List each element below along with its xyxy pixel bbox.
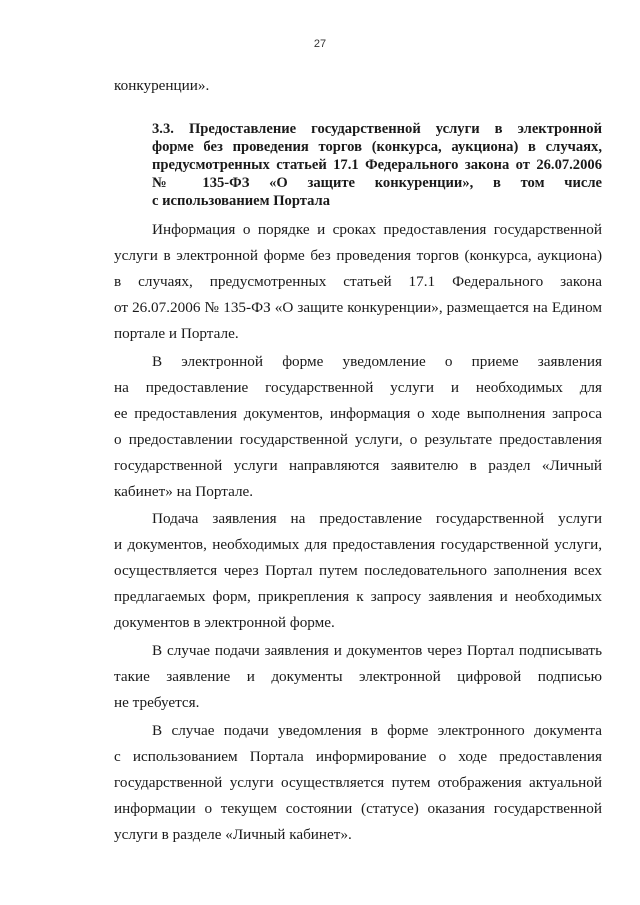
section-heading-line: № 135-ФЗ «О защите конкуренции», в том числе bbox=[152, 175, 602, 191]
paragraph-line: В электронной форме уведомление о приеме заявления bbox=[152, 353, 602, 370]
paragraph-line: на предоставление государственной услуги и необходимых для bbox=[114, 379, 602, 396]
section-heading-line: форме без проведения торгов (конкурса, аукциона) в случаях, bbox=[152, 139, 602, 155]
paragraph-line: от 26.07.2006 № 135-ФЗ «О защите конкуренции», размещается на Едином bbox=[114, 299, 602, 316]
paragraph-line: не требуется. bbox=[114, 694, 200, 711]
section-number: 3.3. bbox=[152, 121, 174, 137]
paragraph-line: предлагаемых форм, прикрепления к запросу заявления и необходимых bbox=[114, 588, 602, 605]
paragraph-line: ее предоставления документов, информация о ходе выполнения запроса bbox=[114, 405, 602, 422]
paragraph-line: кабинет» на Портале. bbox=[114, 483, 254, 500]
paragraph-line: с использованием Портала информирование о ходе предоставления bbox=[114, 748, 602, 765]
paragraph-line: В случае подачи заявления и документов через Портал подписывать bbox=[152, 642, 602, 659]
paragraph-line: услуги в электронной форме без проведения торгов (конкурса, аукциона) bbox=[114, 247, 602, 264]
paragraph-line: портале и Портале. bbox=[114, 325, 239, 342]
paragraph-line: документов в электронной форме. bbox=[114, 614, 335, 631]
lead-line: конкуренции». bbox=[114, 77, 210, 94]
page-number: 27 bbox=[313, 38, 327, 50]
section-heading-line: предусмотренных статьей 17.1 Федерального закона от 26.07.2006 bbox=[152, 157, 602, 173]
paragraph-line: Информация о порядке и сроках предоставления государственной bbox=[152, 221, 602, 238]
paragraph-line: информации о текущем состоянии (статусе) оказания государственной bbox=[114, 800, 602, 817]
paragraph-line: о предоставлении государственной услуги, о результате предоставления bbox=[114, 431, 602, 448]
paragraph-line: В случае подачи уведомления в форме электронного документа bbox=[152, 722, 602, 739]
paragraph-line: такие заявление и документы электронной цифровой подписью bbox=[114, 668, 602, 685]
paragraph-line: государственной услуги направляются заявителю в раздел «Личный bbox=[114, 457, 602, 474]
paragraph-line: в случаях, предусмотренных статьей 17.1 Федерального закона bbox=[114, 273, 602, 290]
paragraph-line: государственной услуги осуществляется путем отображения актуальной bbox=[114, 774, 602, 791]
paragraph-line: услуги в разделе «Личный кабинет». bbox=[114, 826, 352, 843]
section-heading-line: 3.3. Предоставление государственной услуги в электронной bbox=[152, 121, 602, 137]
paragraph-line: Подача заявления на предоставление государственной услуги bbox=[152, 510, 602, 527]
paragraph-line: осуществляется через Портал путем последовательного заполнения всех bbox=[114, 562, 602, 579]
section-heading-line: с использованием Портала bbox=[152, 193, 331, 209]
paragraph-line: и документов, необходимых для предоставления государственной услуги, bbox=[114, 536, 602, 553]
